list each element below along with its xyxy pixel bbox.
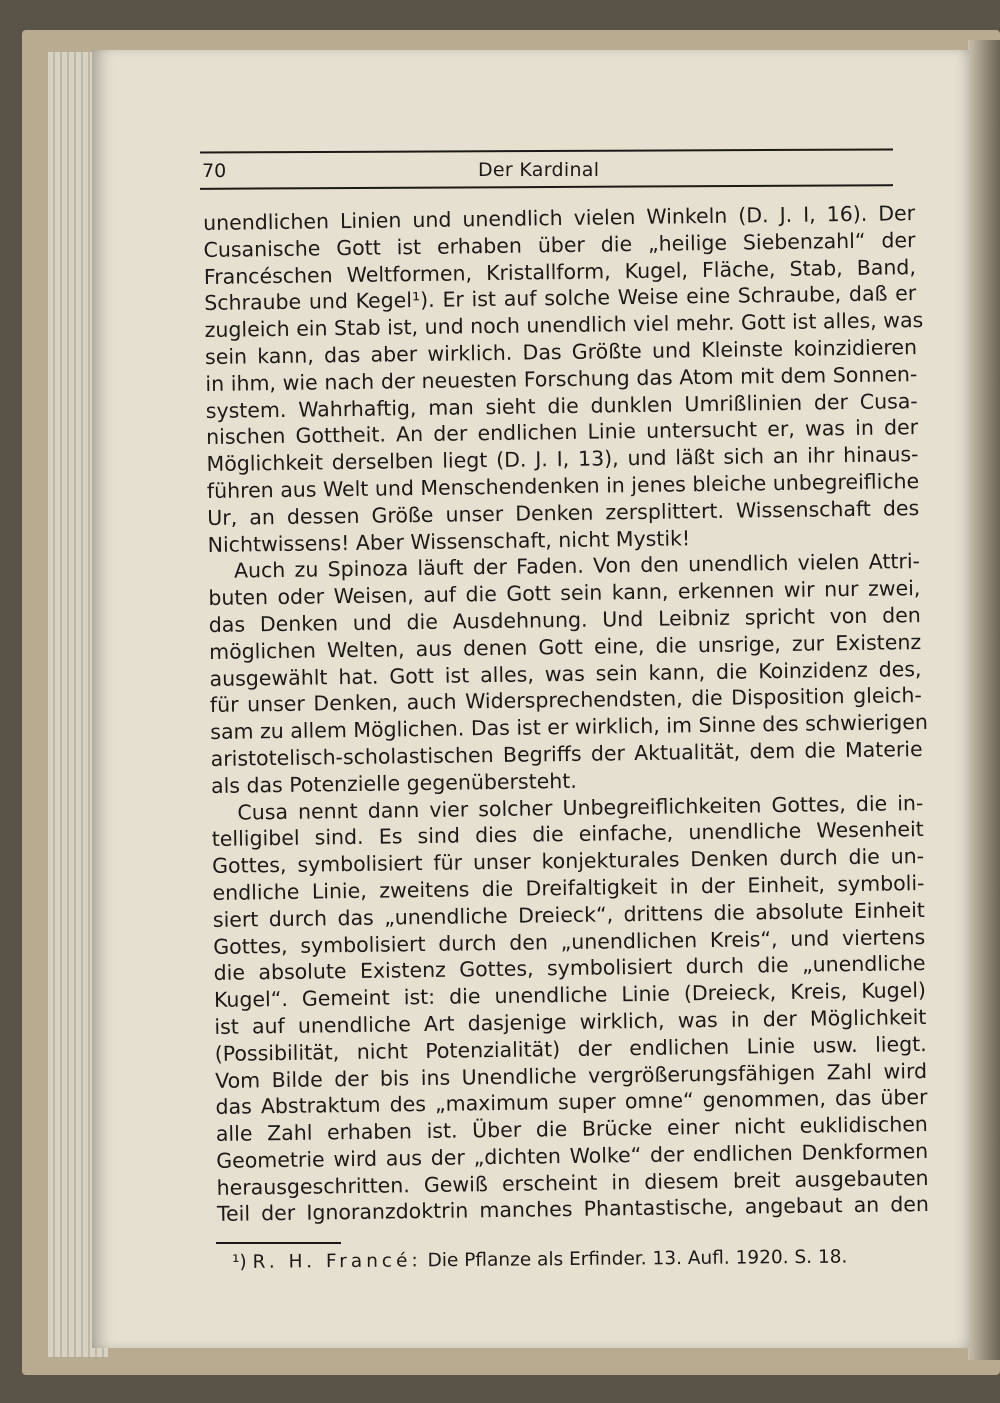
footnote-author: R. H. Francé:: [252, 1250, 422, 1273]
text-line: Auch zu Spinoza läuft der Faden. Von den unendlich vielen Attri-: [233, 549, 921, 583]
text-line: möglichen Welten, aus denen Gott eine, die unsrige, zur Existenz: [209, 629, 922, 664]
text-line: Francéschen Weltformen, Kristallform, Kugel, Fläche, Stab, Band,: [203, 254, 917, 289]
text-line: Geometrie wird aus der „dichten Wolke“ der endlichen Denkformen: [216, 1138, 929, 1173]
text-line: alle Zahl erhaben ist. Über die Brücke einer nicht euklidischen: [215, 1112, 929, 1147]
text-line: endliche Linie, zweitens die Dreifaltigkeit in der Einheit, symboli-: [212, 870, 925, 905]
book-spine: [968, 40, 1000, 1360]
paragraph: [211, 790, 929, 1229]
paragraph: [208, 548, 929, 799]
text-line: Vom Bilde der bis ins Unendliche vergrößerungsfähigen Zahl wird: [214, 1058, 928, 1093]
paragraph: [203, 200, 924, 558]
text-line: Möglichkeit derselben liegt (D. J. I, 13), und läßt sich an ihr hinaus-: [206, 442, 919, 477]
text-line: Cusanische Gott ist erhaben über die „heilige Siebenzahl“ der: [203, 227, 916, 262]
text-line: Nichtwissens! Aber Wissenschaft, nicht Mystik!: [207, 525, 691, 557]
body-text: [203, 200, 929, 1228]
text-line: sein kann, das aber wirklich. Das Größte und Kleinste koinzidieren: [204, 335, 918, 369]
text-line: Ur, an dessen Größe unser Denken zersplittert. Wissenschaft des: [207, 495, 920, 530]
text-line: das Denken und die Ausdehnung. Und Leibniz spricht von den: [208, 602, 921, 637]
text-line: Schraube und Kegel¹). Er ist auf solche Weise eine Schraube, daß er: [204, 281, 917, 316]
text-line: Gottes, symbolisiert durch den „unendlichen Kreis“, und viertens: [213, 924, 926, 959]
text-line: Cusa nennt dann vier solcher Unbegreiflichkeiten Gottes, die in-: [237, 790, 924, 825]
text-line: die absolute Existenz Gottes, symbolisiert durch die „unendliche: [213, 951, 926, 986]
text-line: sam zu allem Möglichen. Das ist er wirklich, im Sinne des schwierigen: [210, 710, 929, 745]
text-line: nischen Gottheit. An der endlichen Linie untersucht er, was in der: [206, 415, 919, 450]
text-line: als das Potenzielle gegenübersteht.: [210, 768, 577, 798]
text-line: in ihm, wie nach der neuesten Forschung das Atom mit dem Sonnen-: [205, 361, 918, 396]
footnote-rule: [216, 1242, 341, 1244]
text-line: Kugel“. Gemeint ist: die unendliche Linie (Dreieck, Kreis, Kugel): [213, 978, 927, 1013]
text-line: Teil der Ignoranzdoktrin manches Phantastische, angebaut an den: [216, 1192, 930, 1227]
footnote-text: Die Pflanze als Erfinder. 13. Aufl. 1920. S. 18.: [427, 1246, 848, 1272]
text-line: für unser Denken, auch Widersprechendsten, die Disposition gleich-: [209, 683, 923, 718]
running-title: Der Kardinal: [478, 159, 600, 181]
text-line: system. Wahrhaftig, man sieht die dunklen Umrißlinien der Cusa-: [205, 388, 918, 423]
text-line: herausgeschritten. Gewiß erscheint in diesem breit ausgebauten: [216, 1165, 929, 1200]
text-line: zugleich ein Stab ist, und noch unendlich viel mehr. Gott ist alles, was: [204, 308, 924, 343]
text-line: aristotelisch-scholastischen Begriffs der Aktualität, dem die Materie: [210, 736, 923, 771]
text-line: buten oder Weisen, auf die Gott sein kann, erkennen wir nur zwei,: [208, 576, 921, 611]
text-line: das Abstraktum des „maximum super omne“ genommen, das über: [215, 1085, 928, 1120]
text-line: Gottes, symbolisiert für unser konjekturales Denken durch die un-: [211, 844, 925, 879]
text-line: unendlichen Linien und unendlich vielen Winkeln (D. J. I, 16). Der: [203, 201, 916, 235]
text-line: (Possibilität, nicht Potenzialität) der endlichen Linie usw. liegt.: [214, 1031, 927, 1066]
text-line: siert durch das „unendliche Dreieck“, drittens die absolute Einheit: [212, 897, 926, 932]
text-line: ausgewählt hat. Gott ist alles, was sein kann, die Koinzidenz des,: [209, 656, 922, 691]
text-line: ist auf unendliche Art dasjenige wirklich, was in der Möglichkeit: [214, 1004, 927, 1039]
footnote-marker: ¹): [232, 1251, 247, 1273]
page-number: 70: [202, 160, 227, 182]
text-line: führen aus Welt und Menschendenken in jenes bleiche unbegreifliche: [206, 468, 920, 503]
text-line: telligibel sind. Es sind dies die einfache, unendliche Wesenheit: [211, 817, 924, 852]
